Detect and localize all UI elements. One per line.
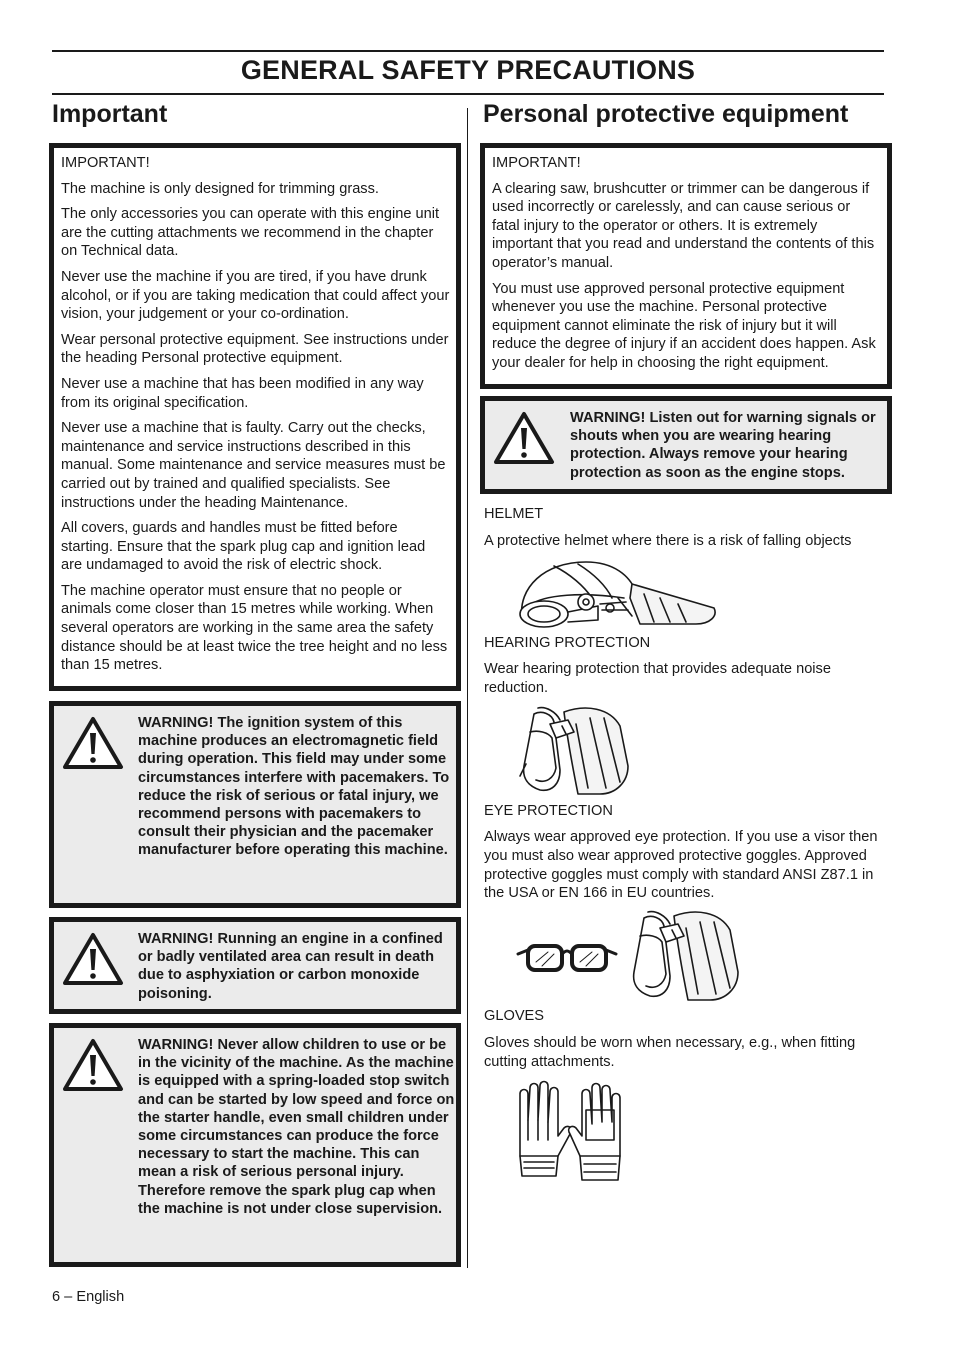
important-paragraph: Never use a machine that has been modified in any way from its original specification. — [61, 375, 424, 411]
important-paragraph: The machine operator must ensure that no people or animals come closer than 15 metres while working. When several operators are working in the same area the safety distance should be at least twice the tree height and no less than 15 metres. — [61, 582, 448, 674]
visor-protection-icon — [626, 908, 742, 1004]
warning-text: WARNING! Running an engine in a confined or badly ventilated area can result in death due to asphyxiation or carbon monoxide poisoning. — [138, 931, 443, 1002]
important-paragraph: A clearing saw, brushcutter or trimmer can be dangerous if used incorrectly or carelessly, and can cause serious or fatal injury to the operator or others. It is extremely important that you read and understand the contents of this operator’s manual. — [492, 180, 875, 271]
warning-box-children — [49, 1023, 461, 1267]
ppe-label-eye: EYE PROTECTION — [484, 803, 613, 819]
important-paragraph: You must use approved personal protective equipment whenever you use the machine. Personal protective equipment cannot eliminate the risk of injury but it will reduce the degree of injury if an accident does happen. Ask your dealer for help in choosing the right equipment. — [492, 280, 876, 371]
gloves-icon — [514, 1080, 626, 1184]
important-notice-box — [49, 143, 461, 691]
important-label: IMPORTANT! — [61, 155, 150, 171]
important-paragraph: Wear personal protective equipment. See instructions under the heading Personal protective equipment. — [61, 331, 449, 367]
ppe-label-hearing: HEARING PROTECTION — [484, 635, 651, 651]
warning-text: WARNING! The ignition system of this machine produces an electromagnetic field during operation. This field may under some circumstances interfere with pacemakers. To reduce the risk of serious or fatal injury, we recommend persons with pacemakers to consult their physician and the pacemaker manufacturer before operating this machine. — [138, 715, 450, 859]
ppe-text-helmet: A protective helmet where there is a risk of falling objects — [484, 533, 852, 549]
important-paragraph: The only accessories you can operate with this engine unit are the cutting attachments we recommend in the chapter on Technical data. — [61, 206, 440, 260]
title-rule-top — [52, 50, 884, 52]
important-paragraph: Never use the machine if you are tired, if you have drunk alcohol, or if you are taking medication that could affect your vision, your judgement or your co-ordination. — [61, 268, 450, 323]
important-paragraph: All covers, guards and handles must be fitted before starting. Ensure that the spark plug cap and ignition lead are undamaged to avoid the risk of electric shock. — [61, 520, 426, 574]
ppe-notice-box — [480, 143, 892, 389]
ppe-text-eye: Always wear approved eye protection. If you use a visor then you must also wear approved protective goggles. Approved protective goggles must comply with standard ANSI Z87.1 in the USA or EN 166 in EU countries. — [484, 829, 878, 902]
page-footer: 6 – English — [52, 1289, 125, 1305]
ppe-label-gloves: GLOVES — [484, 1008, 545, 1024]
ppe-text-gloves: Gloves should be worn when necessary, e.g., when fitting cutting attachments. — [484, 1035, 856, 1070]
warning-box-ventilation — [49, 917, 461, 1014]
hearing-protection-icon — [516, 704, 632, 798]
column-divider — [467, 108, 468, 1268]
warning-box-hearing — [480, 396, 892, 494]
helmet-icon — [514, 558, 718, 630]
ppe-label-helmet: HELMET — [484, 506, 544, 522]
important-paragraph: The machine is only designed for trimming grass. — [61, 180, 379, 197]
page-title: GENERAL SAFETY PRECAUTIONS — [240, 55, 696, 85]
warning-text: WARNING! Never allow children to use or be in the vicinity of the machine. As the machine is equipped with a spring-loaded stop switch and can be started by low speed and force on the starter handle, even small children under some circumstances can produce the force necessary to start the machine. This can mean a risk of serious personal injury. Therefore remove the spark plug cap when the machine is not under close supervision. — [138, 1037, 455, 1217]
warning-text: WARNING! Listen out for warning signals or shouts when you are wearing hearing protection. Always remove your hearing protection as soon as the engine stops. — [570, 410, 876, 481]
title-rule-bottom — [52, 93, 884, 95]
ppe-heading: Personal protective equipment — [483, 100, 849, 128]
important-heading: Important — [52, 100, 168, 128]
ppe-text-hearing: Wear hearing protection that provides adequate noise reduction. — [484, 661, 831, 696]
warning-box-pacemaker — [49, 701, 461, 908]
important-paragraph: Never use a machine that is faulty. Carry out the checks, maintenance and service instructions described in this manual. Some maintenance and service measures must be carried out by trained and qualified specialists. See instructions under the heading Maintenance. — [61, 420, 446, 511]
warning-triangle-icon — [493, 411, 555, 465]
safety-goggles-icon — [516, 940, 618, 974]
warning-triangle-icon — [62, 716, 124, 770]
important-label: IMPORTANT! — [492, 155, 581, 171]
warning-triangle-icon — [62, 1038, 124, 1092]
warning-triangle-icon — [62, 932, 124, 986]
